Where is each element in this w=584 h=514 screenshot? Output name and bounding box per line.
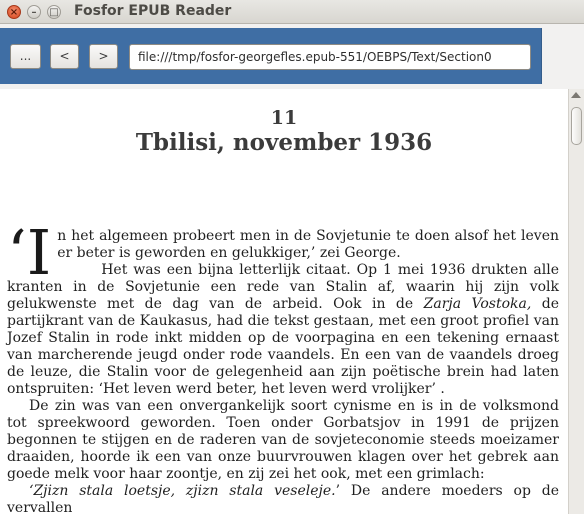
url-input[interactable]: file:///tmp/fosfor-georgefles.epub-551/OEBPS/Text/Section0	[129, 44, 531, 70]
drop-cap	[7, 216, 52, 289]
paragraph-3: De zin was van een onvergankelijk soort cynisme en is in de volksmond tot spreekwoord geworden. Toen onder Gorbatsjov in 1991 de prijzen begonnen te stijgen en de raderen van de sovjeteconomie steeds moeizamer draaiden, hoorde ik een van onze buurvrouwen klagen over het gebrek aan goede melk voor haar zoontje, en zij zei het ook, met een grimlach:	[7, 398, 559, 482]
window-close-button[interactable]	[7, 5, 21, 19]
toolbar	[0, 24, 584, 88]
maximize-icon: □	[49, 7, 59, 18]
chapter-title: Tbilisi, november 1936	[135, 129, 433, 156]
paragraph-2-text-b: de partijkrant van de Kaukasus, had die tekst gestaan, met een groot profiel van Jozef Stalin in rode inkt midden op de voorpagina en een tekening ernaast van marcherende jeugd onder rode vaandels. En een van de vaandels droeg de leuze, die Stalin voor de gelegenheid aan zijn poëtische brein had laten ontspruiten: ‘Het leven werd beter, het leven werd vrolijker’ .	[7, 296, 560, 397]
drop-cap-letter: I	[26, 216, 52, 289]
chapter-number: 11	[270, 107, 298, 129]
paragraph-2	[7, 262, 559, 398]
vertical-scrollbar[interactable]	[568, 89, 584, 514]
close-icon: ×	[9, 7, 19, 18]
scroll-up-arrow-icon[interactable]	[571, 92, 581, 98]
book-content[interactable]	[0, 89, 568, 514]
window-titlebar	[0, 0, 584, 24]
back-button[interactable]: <	[50, 44, 79, 69]
chapter-text	[7, 216, 560, 514]
paragraph-1-text: n het algemeen probeert men in de Sovjetunie te doen alsof het leven er beter is geworden en gelukkiger,’ zei George.	[57, 228, 559, 261]
window-minimize-button[interactable]	[27, 5, 41, 19]
paragraph-2-text-a: Het was een bijna letterlijk citaat. Op 1 mei 1936 drukten alle kranten in de Sovjetunie een rede van Stalin af, waarin hij zijn volk gelukwenste met de dag van de arbeid. Ook in de	[7, 262, 559, 312]
paragraph-4-italic: ‘Zjizn stala loetsje, zjizn stala veseleje.	[29, 483, 336, 499]
paragraph-4-text: ’ De andere moeders op de vervallen	[7, 483, 559, 514]
drop-cap-quote: ‘	[7, 216, 27, 289]
forward-button[interactable]: >	[89, 44, 118, 69]
window-title: Fosfor EPUB Reader	[74, 3, 232, 19]
minimize-icon: –	[31, 7, 37, 18]
scrollbar-thumb[interactable]	[571, 107, 582, 145]
toolbar-panel	[0, 28, 542, 84]
window-maximize-button[interactable]	[47, 5, 61, 19]
paragraph-4	[7, 483, 559, 514]
menu-button[interactable]: ...	[10, 44, 41, 69]
paragraph-2-italic: Zarja Vostoka,	[423, 296, 532, 312]
